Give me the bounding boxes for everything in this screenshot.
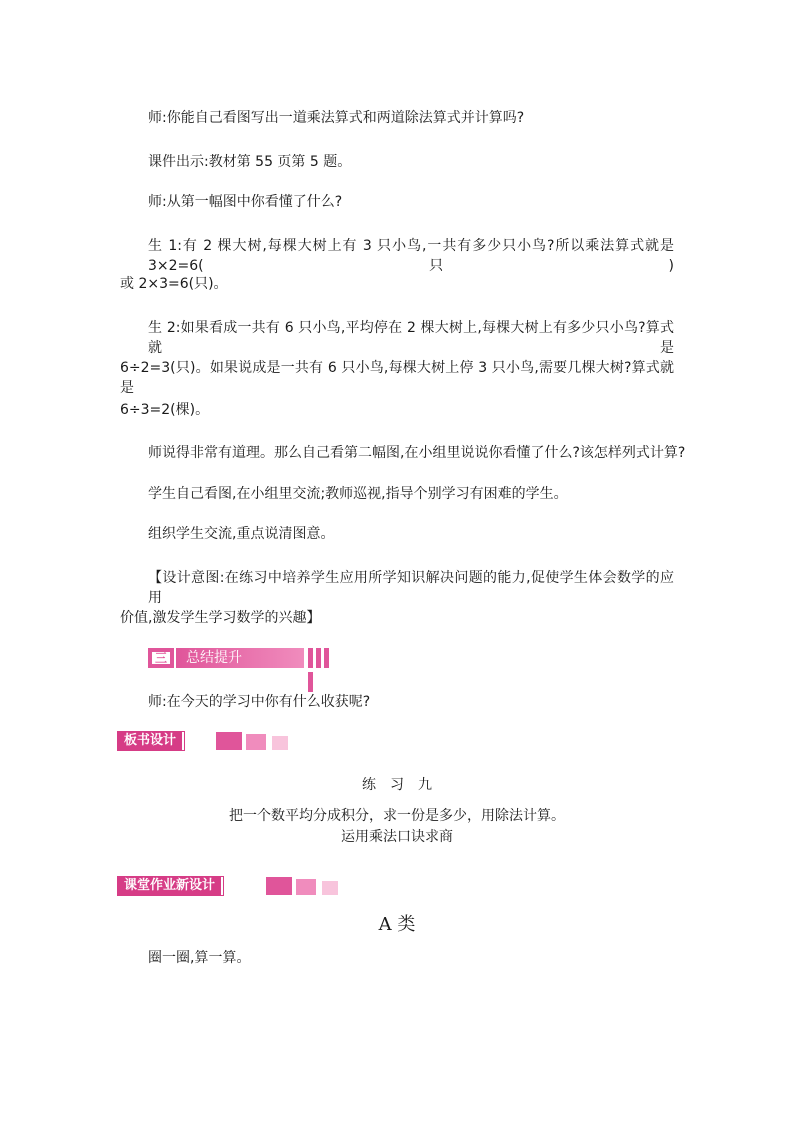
teacher-second-picture: 师说得非常有道理。那么自己看第二幅图,在小组里说说你看懂了什么?该怎样列式计算? <box>148 445 686 461</box>
exercise-instruction: 圈一圈,算一算。 <box>148 950 251 966</box>
harvest-question: 师:在今天的学习中你有什么收获呢? <box>148 694 371 710</box>
courseware-note: 课件出示:教材第 55 页第 5 题。 <box>148 154 352 170</box>
section-summary-banner <box>148 648 338 668</box>
section-number: 三 <box>152 652 170 664</box>
homework-tag: 课堂作业新设计 <box>118 877 223 895</box>
section-stripes-decoration <box>308 648 338 668</box>
tag-decoration-square <box>322 881 338 895</box>
question-multiplication-division: 师:你能自己看图写出一道乘法算式和两道除法算式并计算吗? <box>148 110 525 126</box>
student1-answer-line2: 或 2×3=6(只)。 <box>120 276 228 292</box>
organize-discussion: 组织学生交流,重点说清图意。 <box>148 526 335 542</box>
student2-answer-line2: 6÷2=3(只)。如果说成是一共有 6 只小鸟,每棵大树上停 3 只小鸟,需要几棵大树?算式就是 <box>120 360 674 396</box>
board-title: 练 习 九 <box>362 777 432 793</box>
board-line2: 运用乘法口诀求商 <box>341 829 453 845</box>
section-title: 总结提升 <box>176 648 304 668</box>
board-design-tag: 板书设计 <box>118 732 184 750</box>
students-group-discussion: 学生自己看图,在小组里交流;教师巡视,指导个别学习有困难的学生。 <box>148 486 568 502</box>
tag-decoration-square <box>272 736 288 750</box>
tag-decoration-square <box>266 877 292 895</box>
student1-answer-line1: 生 1:有 2 棵大树,每棵大树上有 3 只小鸟,一共有多少只小鸟?所以乘法算式就是 3×2=6(只) <box>148 238 674 274</box>
category-heading: A 类 <box>378 914 416 935</box>
board-line1: 把一个数平均分成积分，求一份是多少，用除法计算。 <box>229 808 565 824</box>
question-first-picture: 师:从第一幅图中你看懂了什么? <box>148 194 343 210</box>
design-intent-line2: 价值,激发学生学习数学的兴趣】 <box>120 610 321 626</box>
section-number-box <box>148 648 174 668</box>
tag-decoration-square <box>296 879 316 895</box>
student2-answer-line3: 6÷3=2(棵)。 <box>120 402 210 418</box>
tag-decoration-square <box>246 734 266 750</box>
design-intent-line1: 【设计意图:在练习中培养学生应用所学知识解决问题的能力,促使学生体会数学的应用 <box>148 570 674 606</box>
student2-answer-line1: 生 2:如果看成一共有 6 只小鸟,平均停在 2 棵大树上,每棵大树上有多少只小鸟?算式就是 <box>148 320 674 356</box>
tag-decoration-square <box>216 732 242 750</box>
